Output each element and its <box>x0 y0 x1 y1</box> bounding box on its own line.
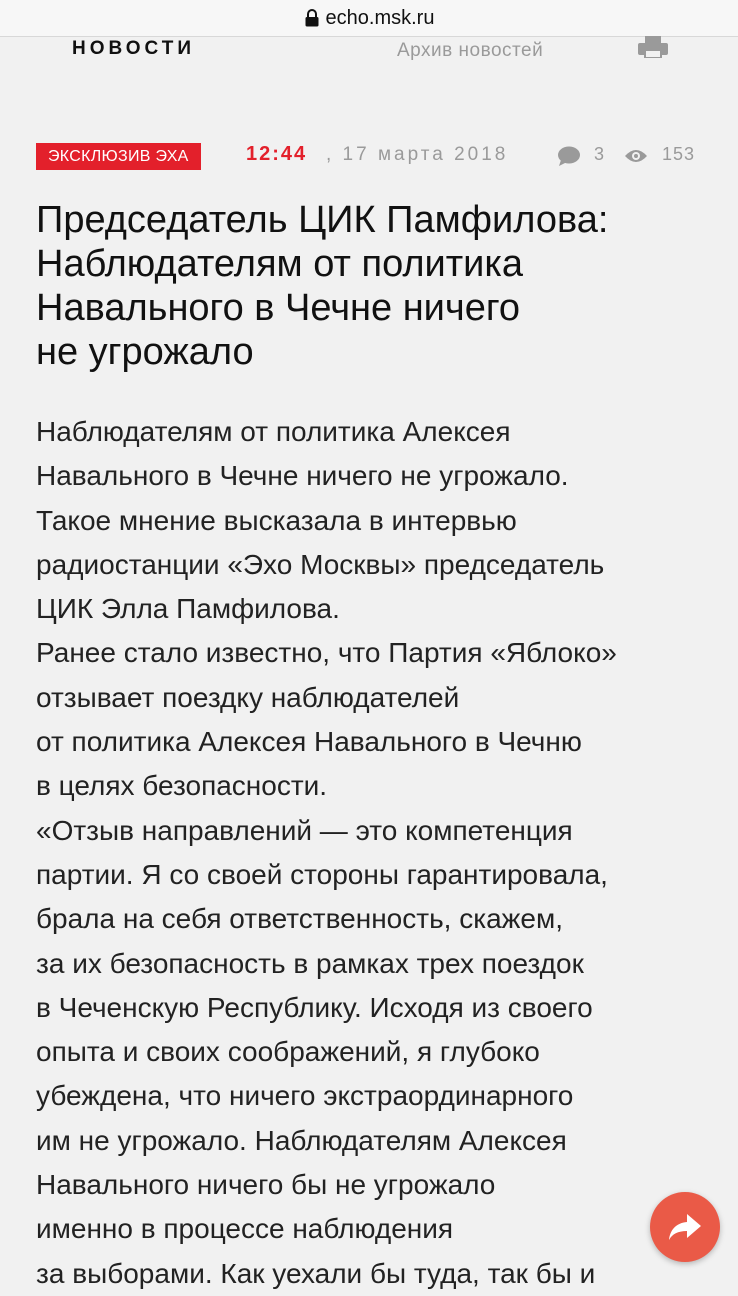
share-arrow-icon <box>667 1212 703 1242</box>
lock-icon <box>304 9 320 27</box>
print-icon[interactable] <box>638 36 668 58</box>
comment-icon[interactable] <box>557 145 581 167</box>
comments-count[interactable]: 3 <box>594 144 605 164</box>
article-meta <box>36 140 706 172</box>
top-navigation <box>0 36 738 82</box>
views-count: 153 <box>662 144 696 164</box>
browser-url-bar[interactable] <box>0 0 738 37</box>
article-headline: Председатель ЦИК Памфилова: Наблюдателям от политика Навального в Чечне ничего не угрожало <box>36 199 609 373</box>
share-button[interactable] <box>650 1192 720 1262</box>
article-body <box>36 410 716 1296</box>
article-paragraph: Ранее стало известно, что Партия «Яблоко» отзывает поездку наблюдателей от политика Алексея Навального в Чечню в целях безопасности. <box>36 637 617 802</box>
publish-date: , 17 марта 2018 <box>326 144 509 165</box>
nav-news-link[interactable]: НОВОСТИ <box>72 38 196 59</box>
article-paragraph: Наблюдателям от политика Алексея Навального в Чечне ничего не угрожало. Такое мнение высказала в интервью радиостанции «Эхо Москвы» председатель ЦИК Элла Памфилова. <box>36 416 605 625</box>
eye-icon <box>624 148 648 164</box>
publish-time: 12:44 <box>246 143 308 165</box>
exclusive-badge[interactable]: ЭКСКЛЮЗИВ ЭХА <box>36 143 201 170</box>
url-text: echo.msk.ru <box>325 6 435 29</box>
article-paragraph: «Отзыв направлений — это компетенция партии. Я со своей стороны гарантировала, брала на себя ответственность, скажем, за их безопасность в рамках трех поездок в Чеченскую Республику. Исходя из своего опыта и своих соображений, я глубоко убеждена, что ничего экстраординарного им не угрожало. Наблюдателям Алексея Навального ничего бы не угрожало именно в процессе наблюдения за выборами. Как уехали бы туда, так бы и <box>36 814 608 1289</box>
nav-archive-link[interactable]: Архив новостей <box>397 40 544 61</box>
